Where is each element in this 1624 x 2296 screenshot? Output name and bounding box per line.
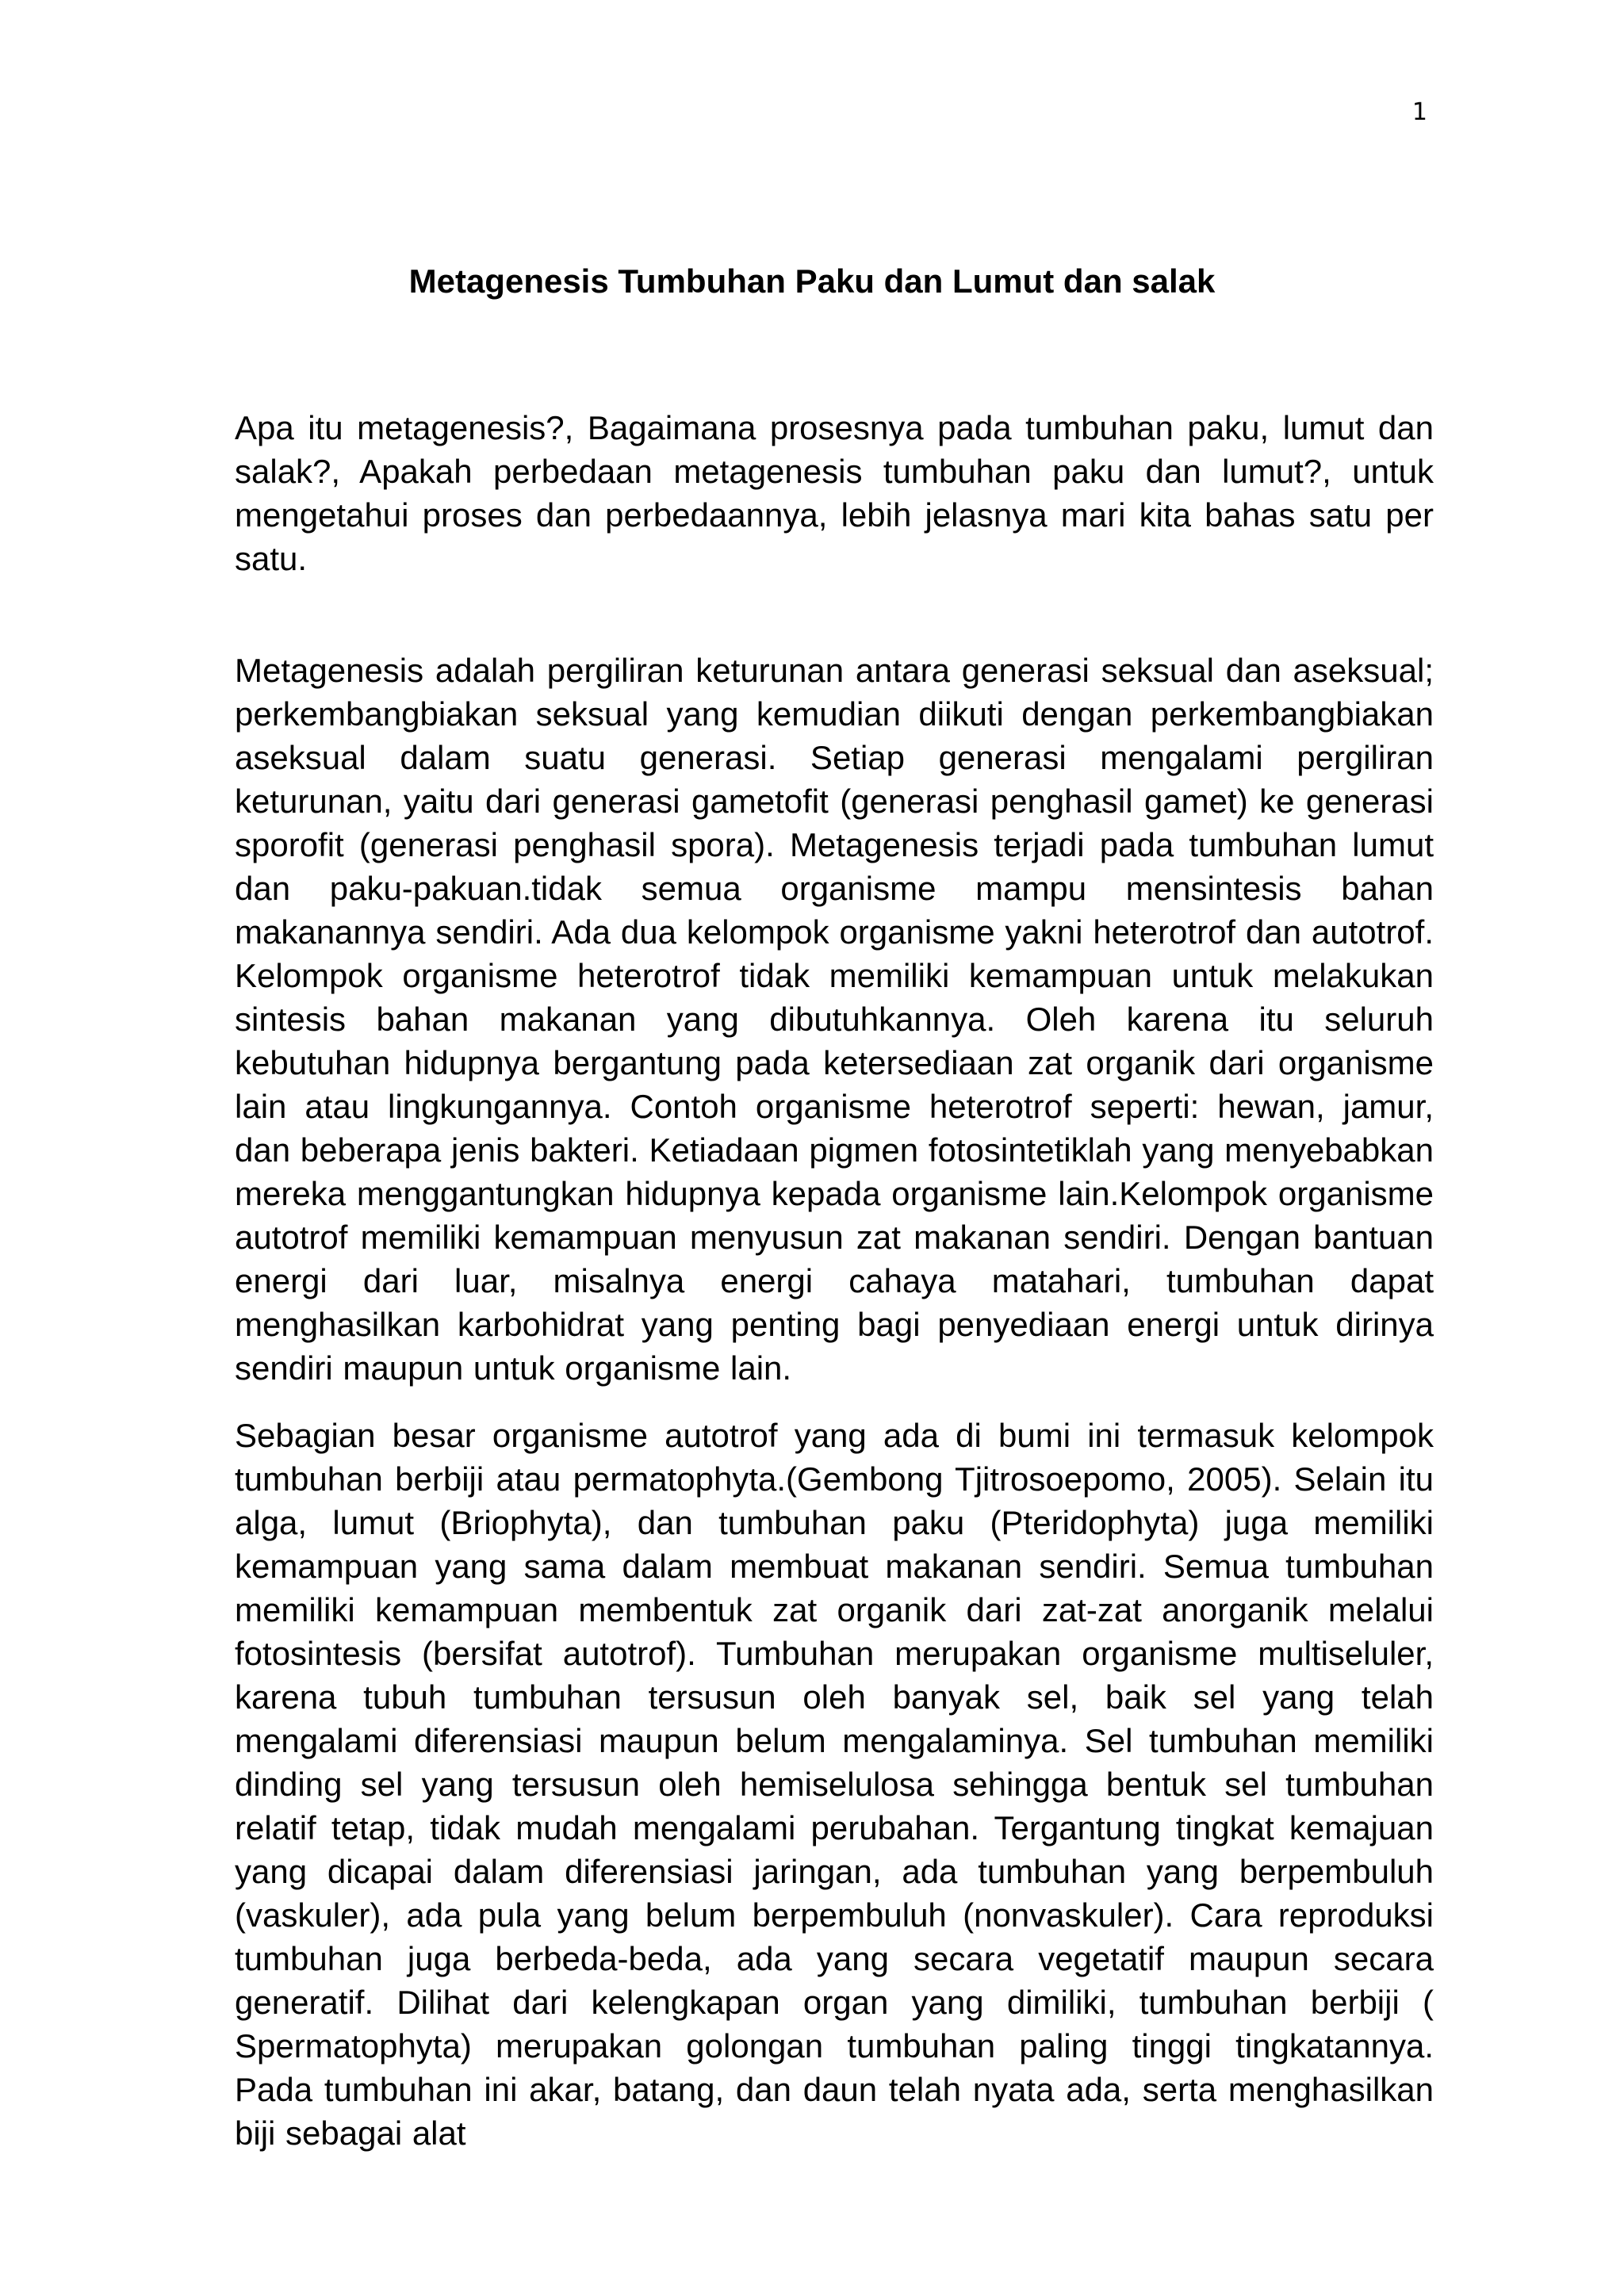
paragraph-metagenesis-definition: Metagenesis adalah pergiliran keturunan antara generasi seksual dan aseksual; perkembangbiakan seksual yang kemudian diikuti dengan perkembangbiakan aseksual dalam suatu generasi. Setiap generasi mengalami pergiliran keturunan, yaitu dari generasi gametofit (generasi penghasil gamet) ke generasi sporofit (generasi penghasil spora). Metagenesis terjadi pada tumbuhan lumut dan paku-pakuan.tidak semua organisme mampu mensintesis bahan makanannya sendiri. Ada dua kelompok organisme yakni heterotrof dan autotrof. Kelompok organisme heterotrof tidak memiliki kemampuan untuk melakukan sintesis bahan makanan yang dibutuhkannya. Oleh karena itu seluruh kebutuhan hidupnya bergantung pada ketersediaan zat organik dari organisme lain atau lingkungannya. Contoh organisme heterotrof seperti: hewan, jamur, dan beberapa jenis bakteri. Ketiadaan pigmen fotosintetiklah yang menyebabkan mereka menggantungkan hidupnya kepada organisme lain.Kelompok organisme autotrof memiliki kemampuan menyusun zat makanan sendiri. Dengan bantuan energi dari luar, misalnya energi cahaya matahari, tumbuhan dapat menghasilkan karbohidrat yang penting bagi penyediaan energi untuk dirinya sendiri maupun untuk organisme lain.	[235, 652, 1434, 1387]
document-title: Metagenesis Tumbuhan Paku dan Lumut dan salak	[408, 262, 1216, 300]
page-number: 1	[1411, 98, 1427, 126]
paragraph-intro: Apa itu metagenesis?, Bagaimana prosesnya pada tumbuhan paku, lumut dan salak?, Apakah perbedaan metagenesis tumbuhan paku dan lumut?, untuk mengetahui proses dan perbedaannya, lebih jelasnya mari kita bahas satu per satu.	[235, 409, 1434, 577]
paragraph-autotroph-plants: Sebagian besar organisme autotrof yang ada di bumi ini termasuk kelompok tumbuhan berbiji atau permatophyta.(Gembong Tjitrosoepomo, 2005). Selain itu alga, lumut (Briophyta), dan tumbuhan paku (Pteridophyta) juga memiliki kemampuan yang sama dalam membuat makanan sendiri. Semua tumbuhan memiliki kemampuan membentuk zat organik dari zat-zat anorganik melalui fotosintesis (bersifat autotrof). Tumbuhan merupakan organisme multiseluler, karena tubuh tumbuhan tersusun oleh banyak sel, baik sel yang telah mengalami diferensiasi maupun belum mengalaminya. Sel tumbuhan memiliki dinding sel yang tersusun oleh hemiselulosa sehingga bentuk sel tumbuhan relatif tetap, tidak mudah mengalami perubahan. Tergantung tingkat kemajuan yang dicapai dalam diferensiasi jaringan, ada tumbuhan yang berpembuluh (vaskuler), ada pula yang belum berpembuluh (nonvaskuler). Cara reproduksi tumbuhan juga berbeda-beda, ada yang secara vegetatif maupun secara generatif. Dilihat dari kelengkapan organ yang dimiliki, tumbuhan berbiji ( Spermatophyta) merupakan golongan tumbuhan paling tinggi tingkatannya. Pada tumbuhan ini akar, batang, dan daun telah nyata ada, serta menghasilkan biji sebagai alat	[235, 1417, 1434, 2152]
